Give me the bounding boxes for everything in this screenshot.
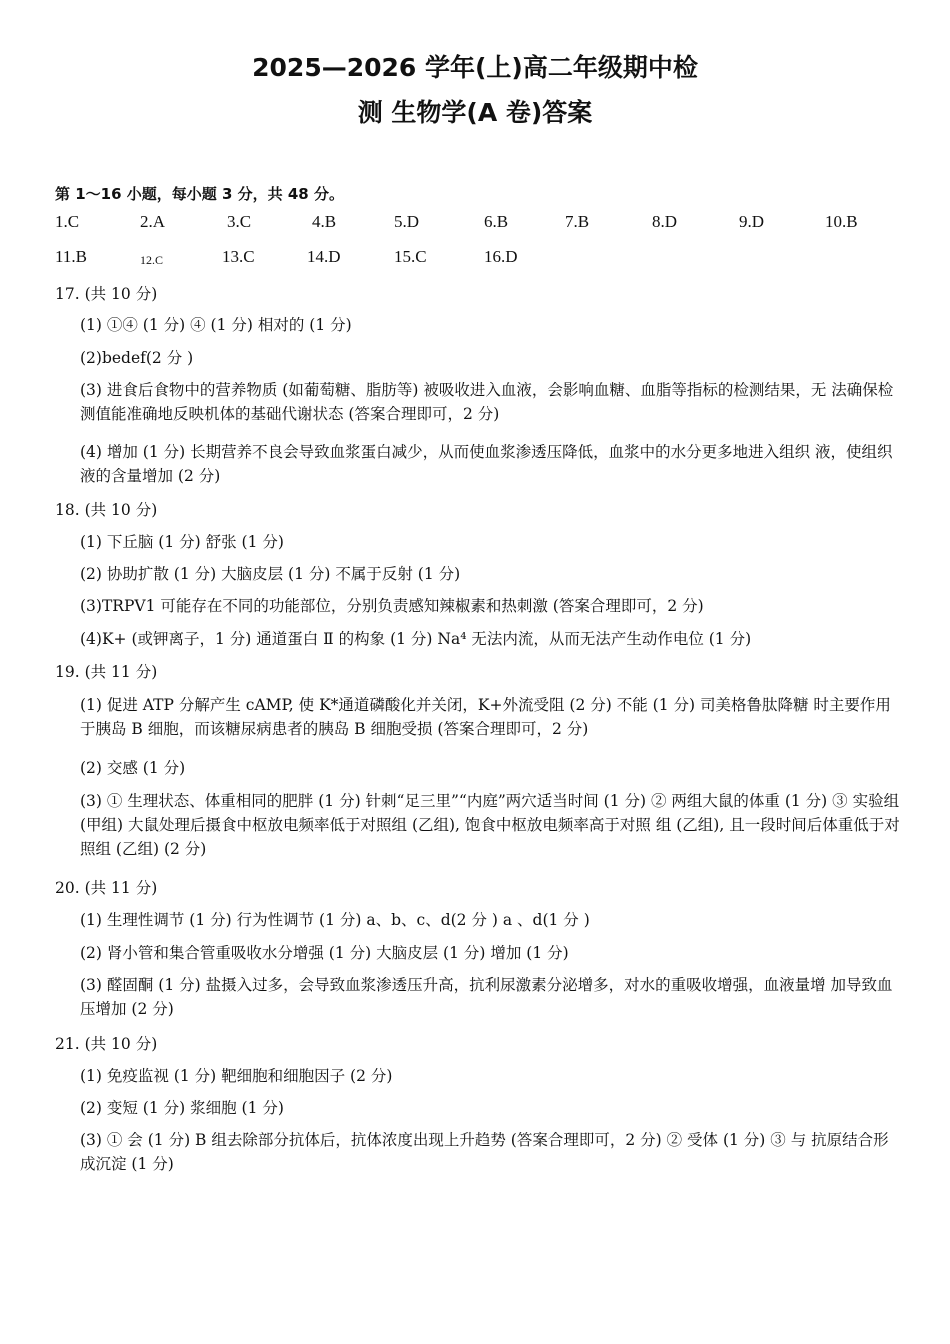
q21-part-2: (2) 变短 (1 分) 浆细胞 (1 分) bbox=[80, 1099, 284, 1117]
mc-answer: 5.D bbox=[394, 212, 420, 231]
q18-part-2: (2) 协助扩散 (1 分) 大脑皮层 (1 分) 不属于反射 (1 分) bbox=[80, 565, 461, 583]
q17-part-3: (3) 进食后食物中的营养物质 (如葡萄糖、脂肪等) 被吸收进入血液，会影响血糖、血脂等指标的检测结果，无 法确保检测值能准确地反映机体的基础代谢状态 (答案合理即可，2 分) bbox=[80, 381, 894, 423]
q18-part-3: (3)TRPV1 可能存在不同的功能部位，分别负责感知辣椒素和热刺激 (答案合理即可，2 分) bbox=[80, 597, 704, 615]
q18-part-4: (4)K+ (或钾离子，1 分) 通道蛋白 Ⅱ 的构象 (1 分) Na⁴ 无法内流，从而无法产生动作电位 (1 分) bbox=[80, 630, 752, 648]
mc-answer: 3.C bbox=[227, 212, 252, 231]
mc-answer: 9.D bbox=[739, 212, 765, 231]
mc-answer: 11.B bbox=[55, 247, 87, 266]
q19-part-2: (2) 交感 (1 分) bbox=[80, 759, 186, 777]
document-title-line-1: 2025—2026 学年(上)高二年级期中检 bbox=[252, 53, 698, 82]
question-21-header: 21. (共 10 分) bbox=[55, 1035, 158, 1053]
q21-part-3: (3) ① 会 (1 分) B 组去除部分抗体后，抗体浓度出现上升趋势 (答案合理即可，2 分) ② 受体 (1 分) ③ 与 抗原结合形成沉淀 (1 分) bbox=[80, 1131, 889, 1173]
mc-answer: 13.C bbox=[222, 247, 255, 266]
mc-answer: 1.C bbox=[55, 212, 80, 231]
mc-answer: 2.A bbox=[140, 212, 166, 231]
q20-part-2: (2) 肾小管和集合管重吸收水分增强 (1 分) 大脑皮层 (1 分) 增加 (1 分) bbox=[80, 944, 569, 962]
q21-part-1: (1) 免疫监视 (1 分) 靶细胞和细胞因子 (2 分) bbox=[80, 1067, 393, 1085]
mc-answer: 16.D bbox=[484, 247, 518, 266]
q17-part-2: (2)bedef(2 分 ) bbox=[80, 349, 194, 367]
q17-part-4: (4) 增加 (1 分) 长期营养不良会导致血浆蛋白减少，从而使血浆渗透压降低，血浆中的水分更多地进入组织 液，使组织液的含量增加 (2 分) bbox=[80, 443, 893, 485]
mc-answer: 4.B bbox=[312, 212, 337, 231]
question-20-header: 20. (共 11 分) bbox=[55, 879, 158, 897]
mc-answer: 7.B bbox=[565, 212, 590, 231]
q17-part-1: (1) ①④ (1 分) ④ (1 分) 相对的 (1 分) bbox=[80, 316, 352, 334]
mc-answer: 15.C bbox=[394, 247, 427, 266]
mc-answer: 6.B bbox=[484, 212, 509, 231]
mc-answer: 10.B bbox=[825, 212, 858, 231]
mc-section-header: 第 1～16 小题，每小题 3 分，共 48 分。 bbox=[55, 185, 344, 203]
document-title-line-2: 测 生物学(A 卷)答案 bbox=[357, 98, 593, 127]
question-17-header: 17. (共 10 分) bbox=[55, 285, 158, 303]
q19-part-3: (3) ① 生理状态、体重相同的肥胖 (1 分) 针刺“足三里”“内庭”两穴适当时间 (1 分) ② 两组大鼠的体重 (1 分) ③ 实验组 (甲组) 大鼠处理后摄食中枢放电频率低于对照组 (乙组), 饱食中枢放电频率高于对照 组 (乙组), 且一段时间后体重低于对照组 (乙组) (2 分) bbox=[80, 792, 900, 858]
q19-part-1: (1) 促进 ATP 分解产生 cAMP, 使 K*通道磷酸化并关闭，K+外流受阻 (2 分) 不能 (1 分) 司美格鲁肽降糖 时主要作用于胰岛 B 细胞，而该糖尿病患者的胰岛 B 细胞受损 (答案合理即可，2 分) bbox=[80, 696, 891, 738]
q20-part-3: (3) 醛固酮 (1 分) 盐摄入过多，会导致血浆渗透压升高，抗利尿激素分泌增多，对水的重吸收增强，血液量增 加导致血压增加 (2 分) bbox=[80, 976, 893, 1018]
q20-part-1: (1) 生理性调节 (1 分) 行为性调节 (1 分) a、b、c、d(2 分 ) a 、d(1 分 ) bbox=[80, 911, 590, 929]
mc-answer: 14.D bbox=[307, 247, 341, 266]
question-18-header: 18. (共 10 分) bbox=[55, 501, 158, 519]
mc-answer: 8.D bbox=[652, 212, 678, 231]
question-19-header: 19. (共 11 分) bbox=[55, 663, 158, 681]
mc-answer: 12.C bbox=[140, 253, 164, 267]
q18-part-1: (1) 下丘脑 (1 分) 舒张 (1 分) bbox=[80, 533, 284, 551]
